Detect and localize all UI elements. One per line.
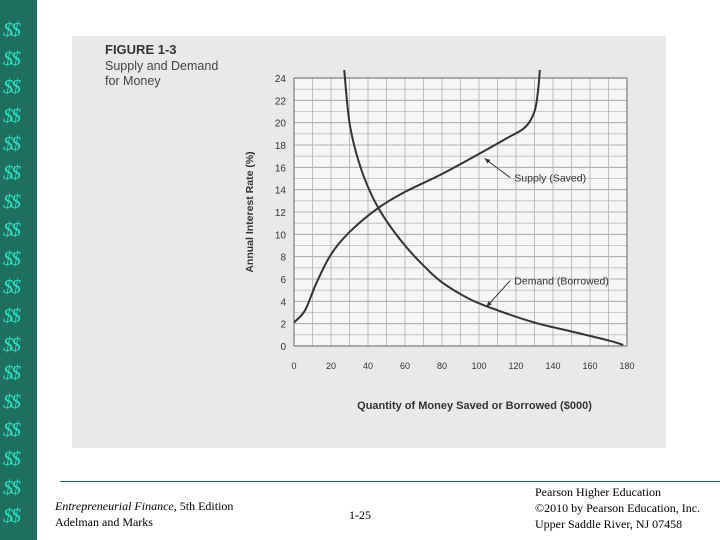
publisher-address: Upper Saddle River, NJ 07458 [535, 517, 683, 531]
sidebar-dollar-mark: $$ [3, 104, 19, 127]
y-tick-label: 2 [280, 319, 286, 331]
y-axis-label: Annual Interest Rate (%) [244, 151, 256, 273]
sidebar-dollar-mark: $$ [3, 448, 19, 470]
demand-label: Demand (Borrowed) [514, 275, 609, 288]
y-tick-label: 10 [274, 230, 286, 242]
x-tick-label: 100 [471, 361, 487, 371]
footer-divider [60, 481, 720, 482]
y-tick-label: 16 [274, 163, 286, 175]
sidebar-dollar-mark: $$ [3, 190, 19, 213]
supply-label: Supply (Saved) [514, 172, 587, 185]
sidebar-dollar-mark: $$ [3, 333, 19, 356]
book-title: Entrepreneurial Finance, [55, 499, 177, 513]
x-tick-label: 140 [545, 361, 561, 371]
figure-subtitle-line1: Supply and Demand [105, 59, 219, 73]
book-edition: 5th Edition [176, 499, 234, 513]
sidebar-dollar-mark: $$ [3, 47, 19, 70]
copyright-text: ©2010 by Pearson Education, Inc. [535, 501, 701, 515]
sidebar-dollar-mark: $$ [3, 133, 19, 156]
sidebar-dollar-mark: $$ [3, 76, 19, 99]
footer-book-info [55, 498, 233, 530]
supply-demand-chart [72, 36, 666, 448]
y-tick-label: 12 [274, 208, 286, 219]
x-tick-label: 0 [291, 361, 297, 371]
figure-label: FIGURE 1-3 [105, 42, 177, 57]
book-authors: Adelman and Marks [55, 515, 153, 529]
x-tick-label: 160 [582, 361, 598, 371]
publisher-name: Pearson Higher Education [535, 485, 661, 499]
y-tick-label: 24 [274, 74, 286, 85]
sidebar-decoration [0, 0, 37, 540]
sidebar-dollar-mark: $$ [3, 419, 19, 442]
x-tick-label: 20 [325, 361, 337, 371]
y-tick-label: 20 [274, 118, 286, 130]
sidebar-dollar-mark: $$ [3, 390, 19, 413]
y-tick-label: 4 [280, 297, 286, 309]
sidebar-dollar-mark: $$ [3, 476, 19, 499]
y-tick-label: 22 [274, 96, 286, 108]
page-number: 1-25 [349, 508, 371, 522]
x-tick-label: 80 [436, 361, 448, 371]
y-tick-label: 0 [280, 342, 286, 353]
sidebar-dollar-mark: $$ [3, 219, 19, 242]
sidebar-dollar-mark: $$ [3, 19, 19, 41]
y-tick-label: 18 [274, 141, 286, 152]
x-tick-label: 180 [619, 361, 635, 371]
sidebar-dollar-mark: $$ [3, 276, 19, 299]
y-tick-label: 14 [274, 185, 286, 197]
x-axis-label: Quantity of Money Saved or Borrowed ($000) [357, 400, 592, 412]
sidebar-dollar-mark: $$ [3, 305, 19, 327]
figure-subtitle-line2: for Money [105, 74, 161, 88]
x-tick-label: 60 [399, 361, 411, 371]
sidebar-dollar-mark: $$ [3, 362, 19, 385]
x-tick-label: 120 [508, 361, 524, 371]
x-tick-label: 40 [362, 361, 374, 371]
sidebar-dollar-mark: $$ [3, 505, 19, 528]
sidebar-dollar-mark: $$ [3, 247, 19, 270]
y-tick-label: 6 [280, 275, 286, 286]
footer-publisher-info [535, 484, 700, 532]
sidebar-dollar-mark: $$ [3, 162, 19, 184]
y-tick-label: 8 [280, 252, 286, 264]
